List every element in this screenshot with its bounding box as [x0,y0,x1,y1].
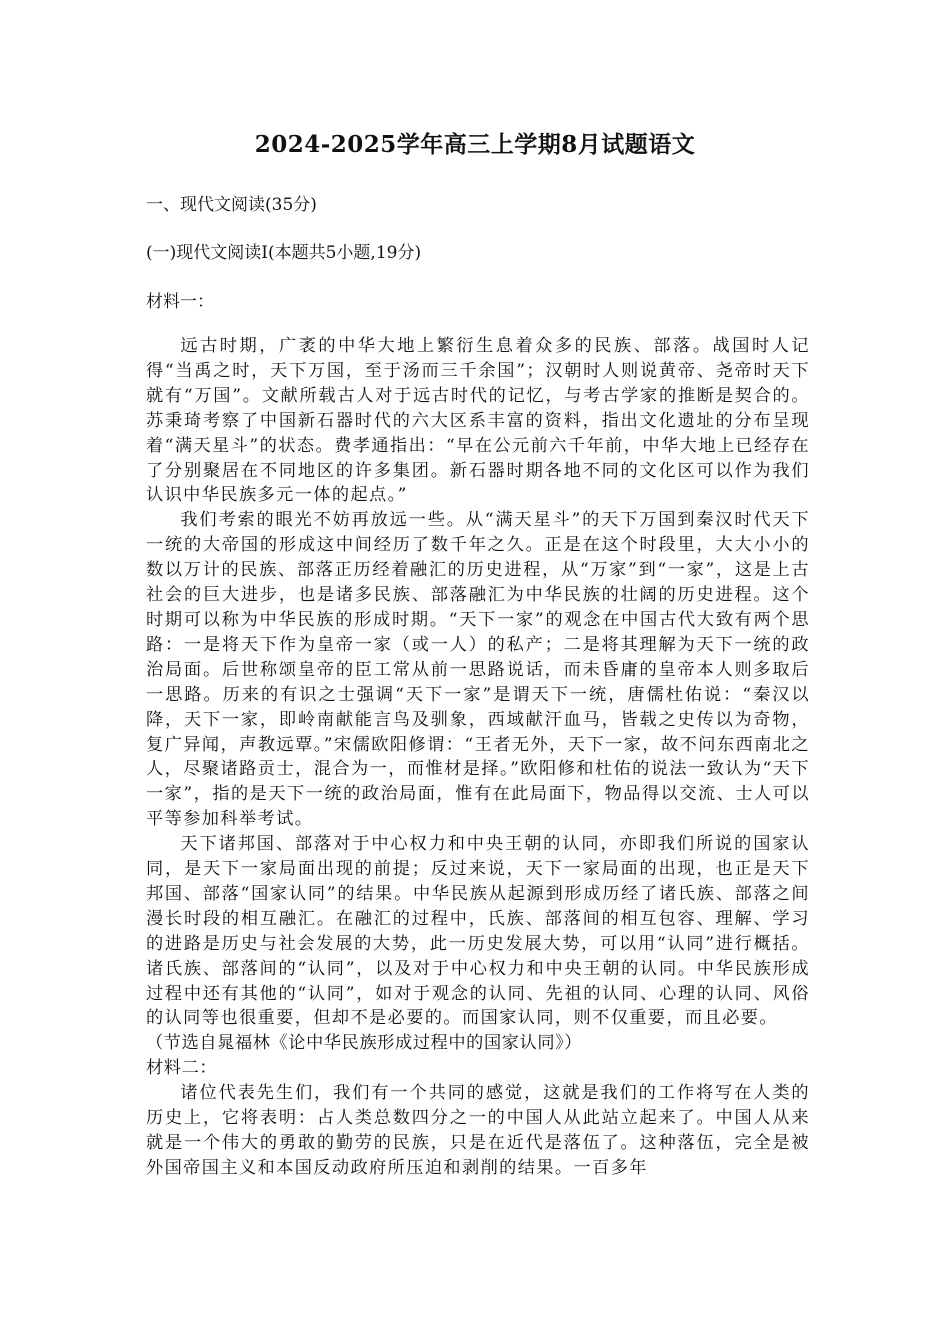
reading-passage [146,334,810,1181]
material2-label: 材料二： [146,1058,218,1079]
material1-label: 材料一： [146,292,214,312]
material1-paragraph-1: 远古时期，广袤的中华大地上繁衍生息着众多的民族、部落。战国时人记得“当禹之时，天下万国，至于汤而三千余国”；汉朝时人则说黄帝、尧帝时天下就有“万国”。文献所载古人对于远古时代的记忆，与考古学家的推断是契合的。苏秉琦考察了中国新石器时代的六大区系丰富的资料，指出文化遗址的分布呈现着“满天星斗”的状态。费孝通指出：“早在公元前六千年前，中华大地上已经存在了分别聚居在不同地区的许多集团。新石器时期各地不同的文化区可以作为我们认识中华民族多元一体的起点。” [146,336,810,506]
section-heading: 一、现代文阅读(35分) [146,195,317,215]
material1-paragraph-2: 我们考索的眼光不妨再放远一些。从“满天星斗”的天下万国到秦汉时代天下一统的大帝国的形成这中间经历了数千年之久。正是在这个时段里，大大小小的数以万计的民族、部落正历经着融汇的历史进程，从“万家”到“一家”，这是上古社会的巨大进步，也是诸多民族、部落融汇为中华民族的壮阔的历史进程。这个时期可以称为中华民族的形成时期。“天下一家”的观念在中国古代大致有两个思路：一是将天下作为皇帝一家（或一人）的私产；二是将其理解为天下一统的政治局面。后世称颂皇帝的臣工常从前一思路说话，而未昏庸的皇帝本人则多取后一思路。历来的有识之士强调“天下一家”是谓天下一统，唐儒杜佑说：“秦汉以降，天下一家，即岭南献能言鸟及驯象，西域献汗血马，皆载之史传以为奇物，复广异闻，声教远覃。”宋儒欧阳修谓：“王者无外，天下一家，故不问东西南北之人，尽聚诸路贡士，混合为一，而惟材是择。”欧阳修和杜佑的说法一致认为“天下一家”，指的是天下一统的政治局面，惟有在此局面下，物品得以交流、士人可以平等参加科举考试。 [146,510,810,830]
material1-paragraph-3: 天下诸邦国、部落对于中心权力和中央王朝的认同，亦即我们所说的国家认同，是天下一家局面出现的前提；反过来说，天下一家局面的出现，也正是天下邦国、部落“国家认同”的结果。中华民族从起源到形成历经了诸氏族、部落之间漫长时段的相互融汇。在融汇的过程中，氏族、部落间的相互包容、理解、学习的进路是历史与社会发展的大势，此一历史发展大势，可以用“认同”进行概括。诸氏族、部落间的“认同”，以及对于中心权力和中央王朝的认同。中华民族形成过程中还有其他的“认同”，如对于观念的认同、先祖的认同、心理的认同、风俗的认同等也很重要，但却不是必要的。而国家认同，则不仅重要，而且必要。 [146,834,810,1029]
material1-source: （节选自晁福林《论中华民族形成过程中的国家认同》） [146,1033,583,1054]
subsection-heading: (一)现代文阅读Ⅰ(本题共5小题,19分) [146,243,422,263]
page-title: 2024-2025学年高三上学期8月试题语文 [254,131,696,158]
material2-paragraph-1: 诸位代表先生们，我们有一个共同的感觉，这就是我们的工作将写在人类的历史上，它将表明：占人类总数四分之一的中国人从此站立起来了。中国人从来就是一个伟大的勇敢的勤劳的民族，只是在近代是落伍了。这种落伍，完全是被外国帝国主义和本国反动政府所压迫和剥削的结果。一百多年 [146,1083,810,1178]
